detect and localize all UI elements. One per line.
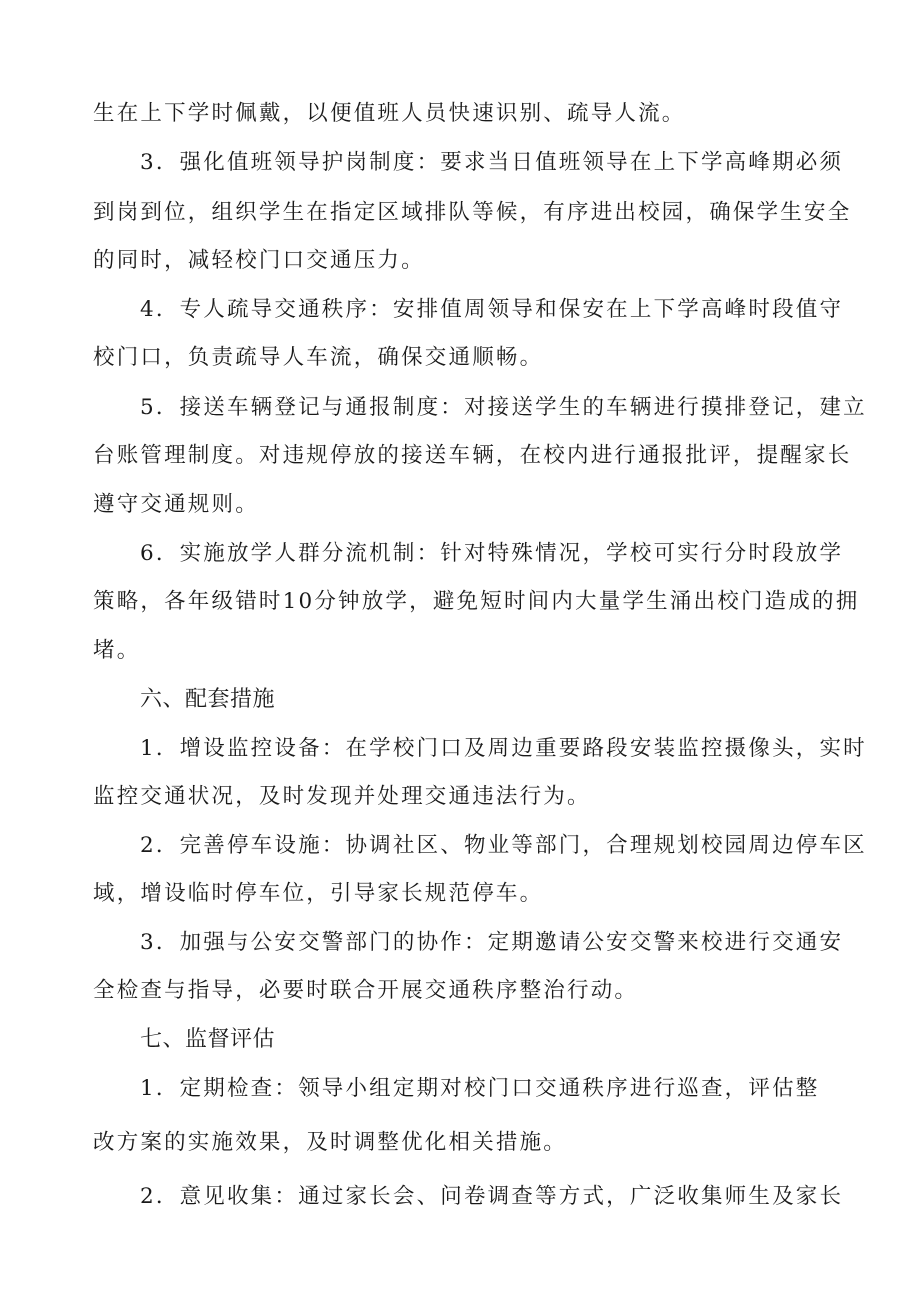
text-line: 6．实施放学人群分流机制：针对特殊情况，学校可实行分时段放学: [140, 541, 844, 566]
text-line: 监控交通状况，及时发现并处理交通违法行为。: [93, 784, 591, 809]
text-line: 堵。: [93, 638, 141, 663]
text-line: 1．定期检查：领导小组定期对校门口交通秩序进行巡查，评估整: [140, 1076, 820, 1101]
text-line: 2．完善停车设施：协调社区、物业等部门，合理规划校园周边停车区: [140, 833, 867, 858]
text-line: 1．增设监控设备：在学校门口及周边重要路段安装监控摄像头，实时: [140, 736, 867, 761]
section-heading: 七、监督评估: [140, 1027, 276, 1052]
text-line: 全检查与指导，必要时联合开展交通秩序整治行动。: [93, 978, 639, 1003]
text-line: 3．加强与公安交警部门的协作：定期邀请公安交警来校进行交通安: [140, 930, 844, 955]
text-line: 2．意见收集：通过家长会、问卷调查等方式，广泛收集师生及家长: [140, 1184, 844, 1209]
text-line: 4．专人疏导交通秩序：安排值周领导和保安在上下学高峰时段值守: [140, 297, 844, 322]
text-line: 3．强化值班领导护岗制度：要求当日值班领导在上下学高峰期必须: [140, 150, 844, 175]
text-line: 台账管理制度。对违规停放的接送车辆，在校内进行通报批评，提醒家长: [93, 443, 852, 468]
text-line: 到岗到位，组织学生在指定区域排队等候，有序进出校园，确保学生安全: [93, 200, 852, 225]
text-line: 策略，各年级错时10分钟放学，避免短时间内大量学生涌出校门造成的拥: [93, 589, 860, 614]
section-heading: 六、配套措施: [140, 687, 276, 712]
text-line: 校门口，负责疏导人车流，确保交通顺畅。: [93, 345, 544, 370]
text-line: 遵守交通规则。: [93, 492, 259, 517]
text-line: 改方案的实施效果，及时调整优化相关措施。: [93, 1130, 568, 1155]
text-line: 5．接送车辆登记与通报制度：对接送学生的车辆进行摸排登记，建立: [140, 395, 867, 420]
text-line: 域，增设临时停车位，引导家长规范停车。: [93, 881, 544, 906]
text-line: 生在上下学时佩戴，以便值班人员快速识别、疏导人流。: [93, 101, 686, 126]
text-line: 的同时，减轻校门口交通压力。: [93, 248, 425, 273]
